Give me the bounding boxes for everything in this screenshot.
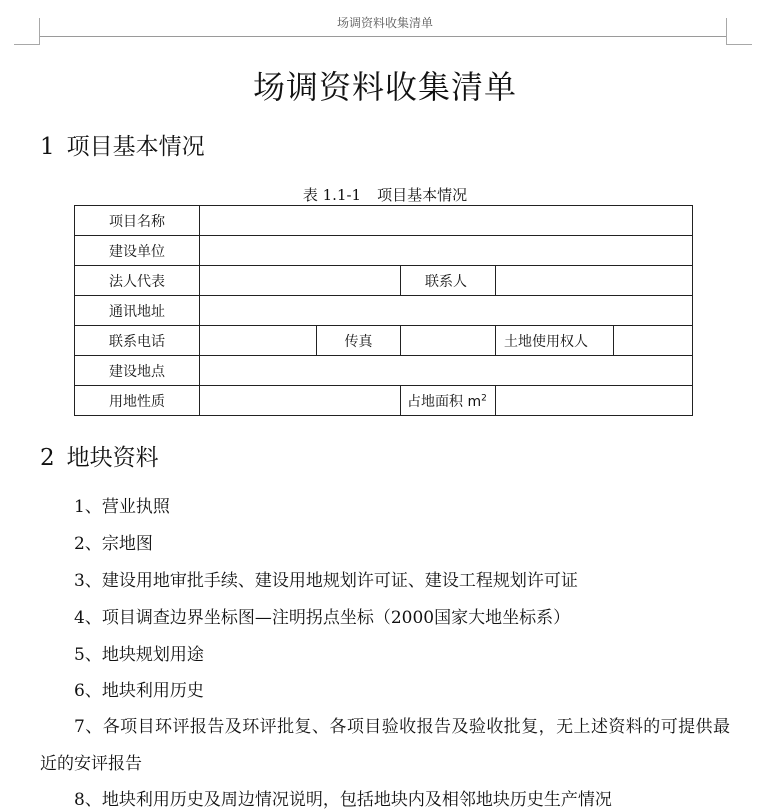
- running-header: 场调资料收集清单: [336, 16, 433, 30]
- list-item-text: 营业执照: [101, 497, 170, 517]
- label-legal-representative: 法人代表: [75, 266, 200, 296]
- list-item-text: 建设用地审批手续、建设用地规划许可证、建设工程规划许可证: [101, 571, 578, 591]
- list-item-number: 1、: [74, 497, 102, 517]
- table-row: [75, 206, 693, 236]
- list-item: [74, 608, 570, 628]
- section-number: 1: [40, 134, 55, 160]
- list-item: [74, 645, 204, 665]
- value-fax[interactable]: [401, 326, 496, 356]
- table-row: [75, 326, 693, 356]
- value-mailing-address[interactable]: [200, 296, 693, 326]
- list-item-partial: 8、地块利用历史及周边情况说明，包括地块内及相邻地块历史生产情况: [74, 790, 612, 810]
- table-row: [75, 266, 693, 296]
- label-project-name: 项目名称: [75, 206, 200, 236]
- table-caption-text: 项目基本情况: [377, 186, 468, 204]
- label-contact-phone: 联系电话: [75, 326, 200, 356]
- section-title: 地块资料: [66, 445, 159, 471]
- label-fax: 传真: [317, 326, 401, 356]
- section-heading-1: [40, 128, 205, 161]
- list-item-text: 地块规划用途: [101, 645, 204, 665]
- crop-mark-top-right-v: [726, 18, 727, 44]
- section-number: 2: [40, 445, 55, 471]
- crop-mark-top-left-v: [39, 18, 40, 44]
- value-legal-representative[interactable]: [200, 266, 401, 296]
- document-title: 场调资料收集清单: [252, 68, 517, 106]
- value-construction-site[interactable]: [200, 356, 693, 386]
- list-item: [74, 681, 204, 701]
- value-land-area[interactable]: [496, 386, 693, 416]
- header-rule: [40, 36, 726, 37]
- value-land-use-right-holder[interactable]: [614, 326, 693, 356]
- value-contact-phone[interactable]: [200, 326, 317, 356]
- list-item-number: 7、: [74, 717, 103, 737]
- crop-mark-top-left-h: [14, 44, 40, 45]
- table-row: [75, 236, 693, 266]
- list-item-text: 各项目环评报告及环评批复、各项目验收报告及验收批复，无上述资料的可提供最近的安评报告: [40, 717, 730, 774]
- list-item-number: 3、: [74, 571, 102, 591]
- label-land-area-sup: 2: [481, 392, 487, 403]
- label-contact-person: 联系人: [401, 266, 496, 296]
- label-land-area: [401, 386, 496, 416]
- list-item: [74, 534, 153, 554]
- table-row: [75, 386, 693, 416]
- project-info-table: [74, 205, 693, 416]
- value-project-name[interactable]: [200, 206, 693, 236]
- list-item-text: 宗地图: [101, 534, 153, 554]
- table-caption: [0, 184, 770, 205]
- list-item-text: 项目调查边界坐标图—注明拐点坐标（2000国家大地坐标系）: [101, 608, 571, 628]
- section-title: 项目基本情况: [66, 134, 205, 160]
- label-land-area-text: 占地面积 m: [407, 393, 482, 410]
- crop-mark-top-right-h: [726, 44, 752, 45]
- section-heading-2: [40, 439, 159, 472]
- list-item: [74, 497, 170, 517]
- list-item: [74, 571, 578, 591]
- list-item-number: 5、: [74, 645, 102, 665]
- list-item: [40, 709, 730, 783]
- table-row: [75, 356, 693, 386]
- table-caption-number: 表 1.1-1: [302, 186, 362, 204]
- list-item-number: 4、: [74, 608, 102, 628]
- value-contact-person[interactable]: [496, 266, 693, 296]
- label-mailing-address: 通讯地址: [75, 296, 200, 326]
- list-item-text: 地块利用历史: [101, 681, 204, 701]
- label-land-use-nature: 用地性质: [75, 386, 200, 416]
- label-land-use-right-holder: 土地使用权人: [496, 326, 614, 356]
- value-construction-unit[interactable]: [200, 236, 693, 266]
- label-construction-site: 建设地点: [75, 356, 200, 386]
- value-land-use-nature[interactable]: [200, 386, 401, 416]
- label-construction-unit: 建设单位: [75, 236, 200, 266]
- list-item-number: 2、: [74, 534, 102, 554]
- list-item-number: 6、: [74, 681, 102, 701]
- table-row: [75, 296, 693, 326]
